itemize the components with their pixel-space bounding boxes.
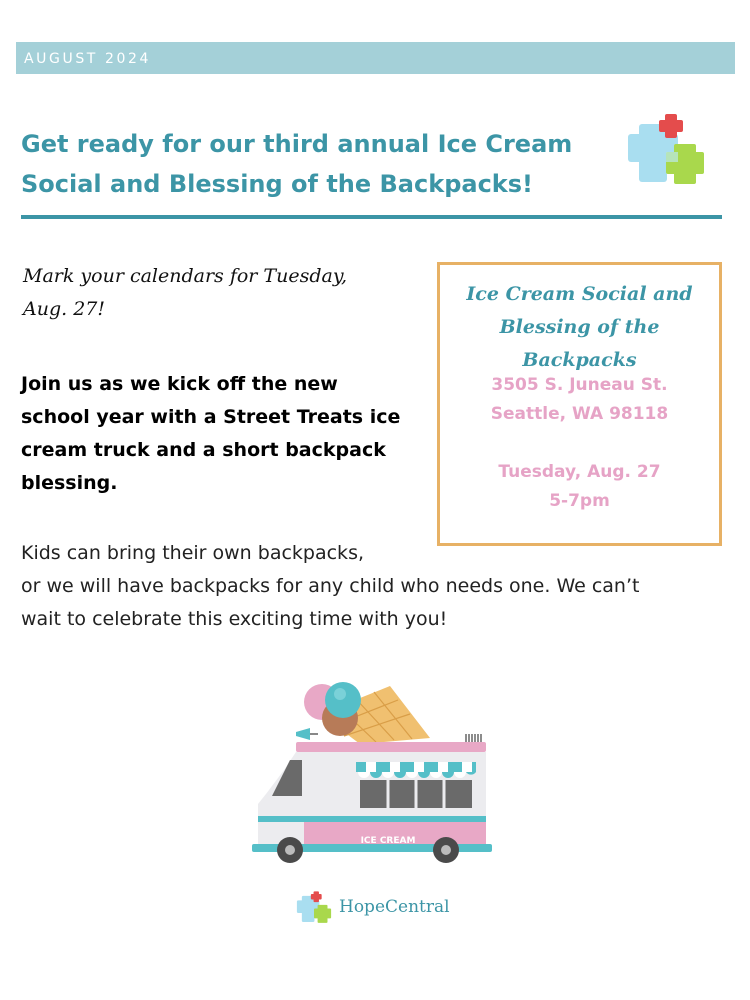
- event-time: 5-7pm: [549, 491, 610, 511]
- event-title-line: Blessing of the Backpacks: [499, 316, 660, 371]
- calendar-line: Mark your calendars for Tuesday,: [23, 265, 348, 287]
- month-label: AUGUST 2024: [24, 51, 152, 67]
- address-city: Seattle, WA 98118: [490, 404, 669, 424]
- calendar-note: [23, 260, 413, 326]
- hopecentral-logo-icon: [626, 114, 706, 188]
- address-street: 3505 S. Juneau St.: [491, 375, 668, 395]
- calendar-line: Aug. 27!: [23, 298, 106, 320]
- kids-paragraph: [21, 537, 726, 636]
- page-title: Get ready for our third annual Ice Cream Social and Blessing of the Backpacks!: [21, 130, 573, 198]
- event-address: [440, 371, 719, 429]
- event-title-line: Ice Cream Social and: [466, 283, 693, 305]
- kids-line: Kids can bring their own backpacks,: [21, 542, 365, 564]
- headline-divider: [21, 215, 722, 219]
- ice-cream-truck-icon: [248, 676, 496, 866]
- kids-line: wait to celebrate this exciting time with you!: [21, 608, 448, 630]
- event-details-card: [437, 262, 722, 546]
- kids-line: or we will have backpacks for any child who needs one. We can’t: [21, 575, 640, 597]
- join-paragraph: Join us as we kick off the new school year with a Street Treats ice cream truck and a short backpack blessing.: [21, 373, 401, 494]
- event-date: Tuesday, Aug. 27: [498, 462, 661, 482]
- footer-brand-name: HopeCentral: [339, 897, 450, 917]
- hopecentral-footer-logo-icon: [296, 890, 332, 926]
- event-datetime: [440, 458, 719, 516]
- event-card-title: [440, 278, 719, 377]
- truck-sign: ICE CREAM: [360, 836, 416, 846]
- month-banner: [16, 42, 735, 74]
